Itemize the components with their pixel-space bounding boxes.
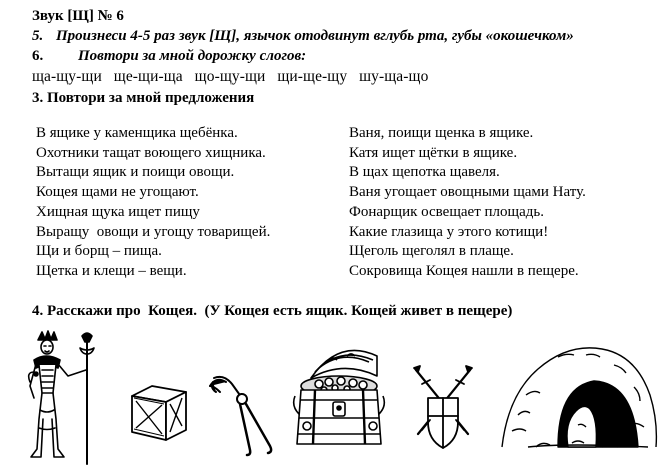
sentence: Охотники тащат воющего хищника. (36, 144, 266, 161)
sentence: Щеголь щеголял в плаще. (349, 243, 514, 260)
pliers-icon (200, 368, 280, 458)
task-6-text: Повтори за мной дорожку слогов: (78, 48, 307, 64)
sentence: Сокровища Кощея нашли в пещере. (349, 262, 579, 279)
task-3-heading: 3. Повтори за мной предложения (32, 90, 255, 106)
page-title: Звук [Щ] № 6 (32, 8, 124, 24)
syllable-path: ща-щу-щи ще-щи-ща що-щу-щи щи-ще-щу шу-ща-що (32, 68, 429, 85)
sentence: Щи и борщ – пища. (36, 243, 162, 260)
task-4-heading: 4. Расскажи про Кощея. (У Кощея есть ящик. Кощей живет в пещере) (32, 303, 513, 319)
task-6 (32, 48, 306, 65)
sentence: В щах щепотка щавеля. (349, 164, 500, 181)
sentence: Фонарщик освещает площадь. (349, 203, 544, 220)
box-icon (124, 374, 194, 444)
sentence: В ящике у каменщика щебёнка. (36, 125, 238, 141)
sentence: Выращу овощи и угощу товарищей. (36, 223, 271, 240)
sentence: Кощея щами не угощают. (36, 184, 199, 201)
cave-icon (498, 335, 660, 455)
shield-swords-icon (408, 360, 478, 455)
sentences-left-column (36, 124, 270, 282)
sentence: Ваня угощает овощными щами Нату. (349, 184, 586, 201)
sentence: Ваня, поищи щенка в ящике. (349, 125, 534, 141)
task-5 (32, 28, 574, 45)
sentence: Какие глазища у этого котищи! (349, 223, 549, 240)
task-5-number: 5. (32, 28, 44, 44)
task-6-number: 6. (32, 48, 44, 64)
koschei-icon (24, 330, 104, 468)
sentence: Хищная щука ищет пищу (36, 203, 200, 220)
sentences-right-column (349, 124, 586, 282)
sentence: Катя ищет щётки в ящике. (349, 144, 518, 161)
sentence: Вытащи ящик и поищи овощи. (36, 164, 235, 181)
treasure-chest-icon (289, 338, 389, 450)
task-5-text: Произнеси 4-5 раз звук [Щ], язычок отодвинут вглубь рта, губы «окошечком» (56, 28, 574, 44)
sentence: Щетка и клещи – вещи. (36, 262, 187, 279)
